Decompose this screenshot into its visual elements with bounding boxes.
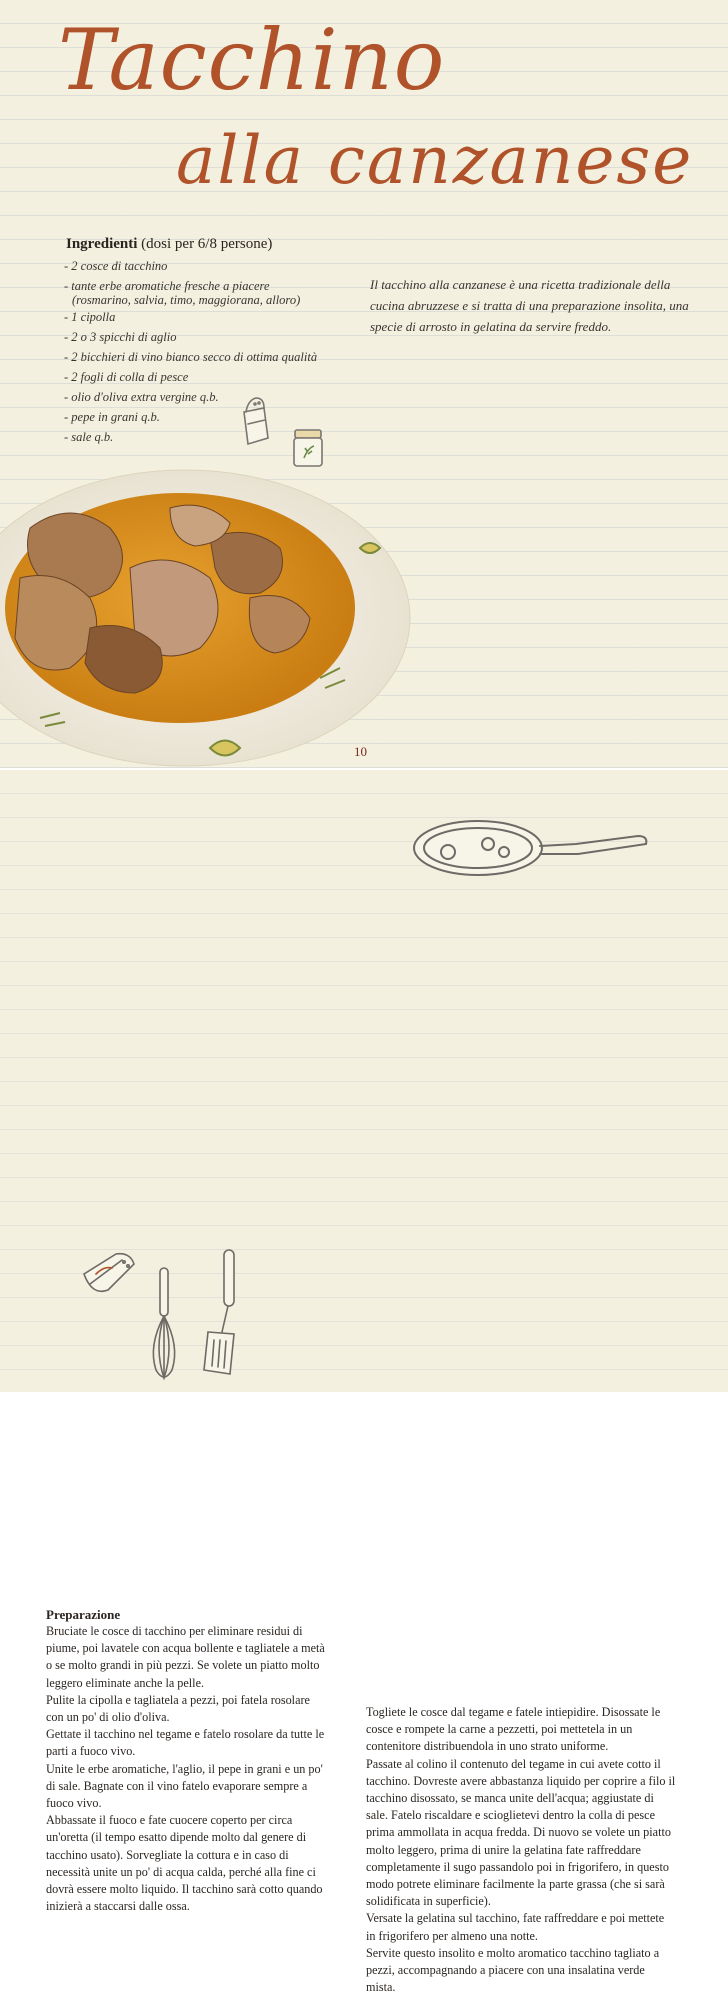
preparation-column-1 (46, 1606, 328, 1915)
recipe-page-top (0, 0, 728, 768)
ingredients-heading (66, 236, 272, 253)
ingredient-item: - sale q.b. (64, 430, 114, 444)
ingredient-item: - 2 o 3 spicchi di aglio (64, 330, 177, 344)
ingredient-item: - 2 cosce di tacchino (64, 259, 168, 273)
whisk-icon (144, 1266, 184, 1386)
pepper-shaker-icon (78, 1244, 140, 1308)
page-number: 10 (354, 744, 367, 759)
ingredient-item: - pepe in grani q.b. (64, 410, 160, 424)
recipe-title-line1: Tacchino (58, 11, 446, 109)
preparation-step: Togliete le cosce dal tegame e fatele intiepidire. Disossate le cosce e rompete la carne a pezzetti, poi mettetela in un contenitore distribuendola in uno strato uniforme. (366, 1705, 661, 1754)
ingredient-item-text: - tante erbe aromatiche fresche a piacere (64, 279, 270, 293)
preparation-step: Bruciate le cosce di tacchino per eliminare residui di piume, poi lavatele con acqua bollente e tagliatele a metà o se molto grandi in più pezzi. Se volete un piatto molto leggero eliminate anche la pelle. (46, 1624, 325, 1690)
turkey-dish-image (0, 468, 420, 768)
preparation-step: Servite questo insolito e molto aromatico tacchino tagliato a pezzi, accompagnando a piacere con una insalatina verde mista. (366, 1945, 660, 1995)
ingredient-item: - 2 fogli di colla di pesce (64, 370, 189, 384)
preparation-step: Pulite la cipolla e tagliatela a pezzi, poi fatela rosolare con un po' di olio d'oliva. (46, 1692, 310, 1725)
ingredient-item: - olio d'oliva extra vergine q.b. (64, 390, 219, 404)
recipe-intro: Il tacchino alla canzanese è una ricetta tradizionale della cucina abruzzese e si tratta di una preparazione insolita, una specie di arrosto in gelatina da servire freddo. (370, 277, 689, 334)
ingredient-item (64, 276, 317, 307)
herbs-note: (rosmarino, salvia, timo, maggiorana, alloro) (72, 293, 301, 307)
preparation-step: Passate al colino il contenuto del tegame in cui avete cotto il tacchino. Dovreste avere abbastanza liquido per coprire a filo il tacchino disossato, se manca unite dell'acqua; aggiustate di sale. Fatelo riscaldare e scioglietevi dentro la colla di pesce prima ammollata in acqua fredda. Di nuovo se volete un piatto molto leggero, prima di unire la gelatina fate raffreddare completamente il sugo passandolo poi in frigorifero, in questo modo potrete eliminare facilmente la parte grassa (che si sarà solidificata in superficie). (366, 1756, 676, 1909)
spatula-icon (200, 1248, 244, 1378)
frying-pan-icon (408, 818, 654, 884)
recipe-title-line2: alla canzanese (176, 122, 694, 199)
spice-jar-icon (290, 426, 328, 470)
preparation-column-2 (366, 1704, 676, 1996)
recipe-page-bottom (0, 770, 728, 1995)
ingredients-heading-rest: (dosi per 6/8 persone) (137, 236, 273, 252)
preparation-step: Gettate il tacchino nel tegame e fatelo rosolare da tutte le parti a fuoco vivo. (46, 1727, 325, 1759)
ingredient-item: - 2 bicchieri di vino bianco secco di ottima qualità (64, 350, 318, 364)
salt-shaker-icon (234, 392, 274, 448)
ingredients-list (64, 256, 317, 447)
preparation-step: Abbassate il fuoco e fate cuocere coperto per circa un'oretta (il tempo esatto dipende molto dal genere di tacchino usato). Sorvegliate la cottura e in caso di necessità unite un po' di acqua calda, perché alla fine ci dovrà essere molto liquido. Il tacchino sarà cotto quando inizierà a staccarsi dalle ossa. (46, 1813, 323, 1914)
ingredient-item: - 1 cipolla (64, 310, 116, 324)
preparation-heading: Preparazione (46, 1607, 121, 1622)
ingredients-heading-bold: Ingredienti (66, 236, 138, 252)
preparation-step: Unite le erbe aromatiche, l'aglio, il pepe in grani e un po' di sale. Bagnate con il vino fatelo evaporare sempre a fuoco vivo. (46, 1761, 323, 1811)
preparation-step: Versate la gelatina sul tacchino, fate raffreddare e poi mettete in frigorifero per almeno una notte. (366, 1911, 665, 1943)
